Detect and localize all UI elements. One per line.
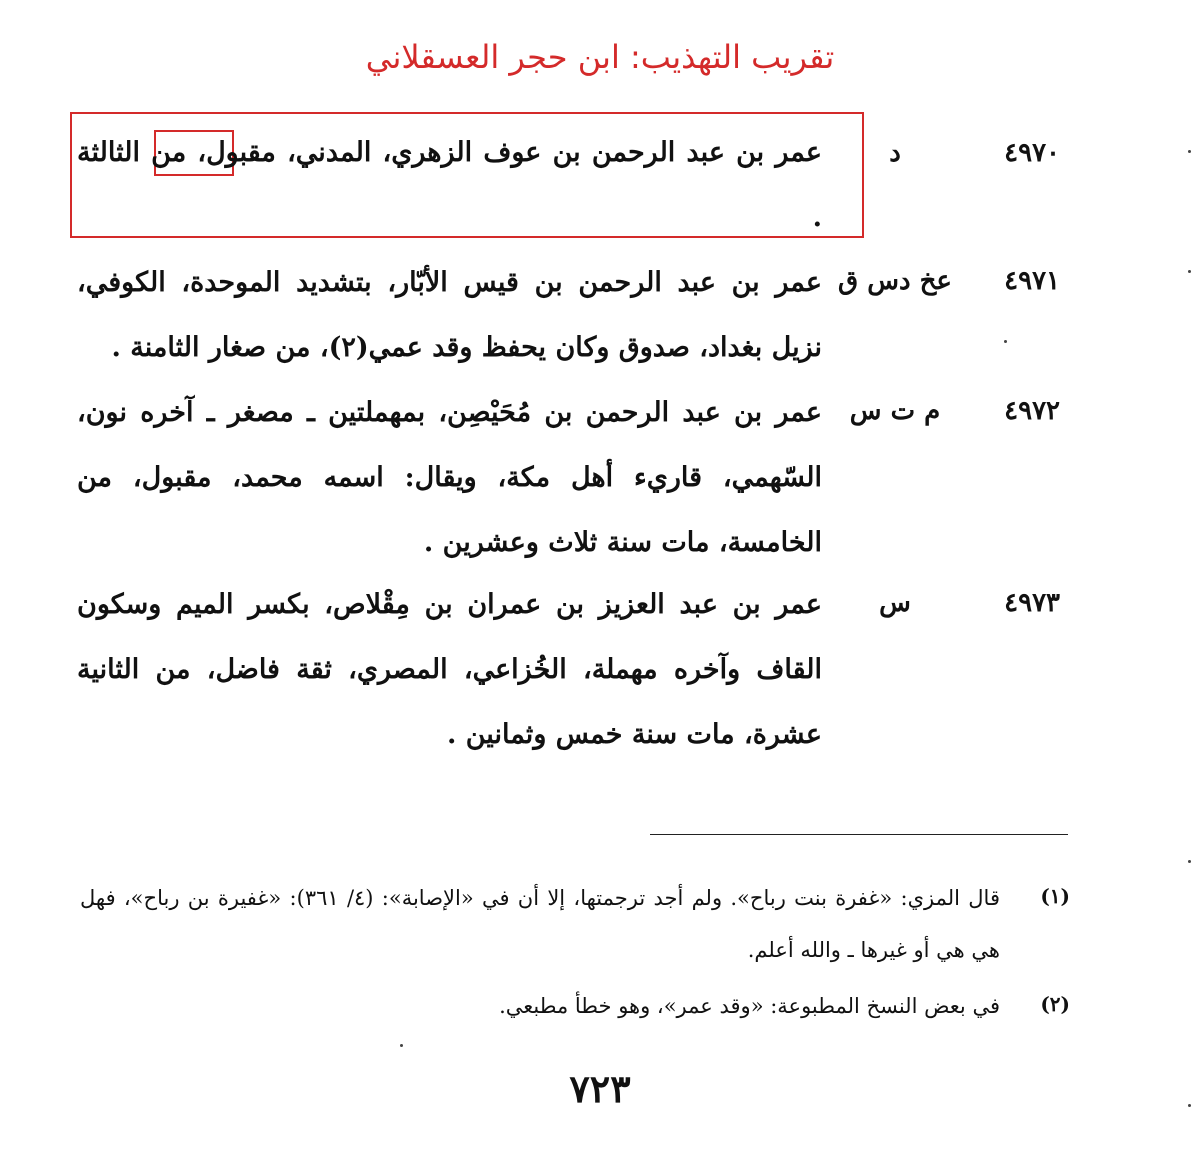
entry-number: ٤٩٧١ xyxy=(1004,266,1060,296)
entry-text: عمر بن عبد الرحمن بن قيس الأبّار، بتشديد الموحدة، الكوفي، نزيل بغداد، صدوق وكان يحفظ وقد عمي(٢)، من صغار الثامنة . xyxy=(77,267,822,363)
footnote-text: قال المزي: «غفرة بنت رباح». ولم أجد ترجمتها، إلا أن في «الإصابة»: (٤/ ٣٦١): «غفيرة بن رباح»، فهل هي هي أو غيرها ـ والله أعلم. xyxy=(80,886,1000,962)
margin-speck xyxy=(1004,340,1007,343)
margin-speck xyxy=(1188,860,1191,863)
margin-speck xyxy=(400,1044,403,1047)
entry-number: ٤٩٧٣ xyxy=(1004,588,1060,618)
page-header-title: تقريب التهذيب: ابن حجر العسقلاني xyxy=(365,38,835,76)
footnote-number: (٢) xyxy=(1040,992,1070,1016)
page-number: ٧٢٣ xyxy=(569,1066,631,1111)
entry-code: د xyxy=(889,138,901,168)
entry-code: س xyxy=(879,588,911,618)
entry-number: ٤٩٧٢ xyxy=(1004,396,1060,426)
entry-text: عمر بن عبد الرحمن بن عوف الزهري، المدني، مقبول، من الثالثة . xyxy=(77,137,822,233)
footnote-text: في بعض النسخ المطبوعة: «وقد عمر»، وهو خطأ مطبعي. xyxy=(499,994,1000,1018)
margin-speck xyxy=(1188,150,1191,153)
entry-code: م ت س xyxy=(849,396,941,426)
entry-number: ٤٩٧٠ xyxy=(1004,138,1060,168)
margin-speck xyxy=(1188,270,1191,273)
entry-text: عمر بن عبد العزيز بن عمران بن مِقْلاص، بكسر الميم وسكون القاف وآخره مهملة، الخُزاعي، المصري، ثقة فاضل، من الثانية عشرة، مات سنة خمس وثمانين . xyxy=(77,589,822,750)
margin-speck xyxy=(1188,1104,1191,1107)
entry-code: عخ دس ق xyxy=(838,266,952,296)
footnote-number: (١) xyxy=(1040,884,1070,908)
entry-text: عمر بن عبد الرحمن بن مُحَيْصِن، بمهملتين ـ مصغر ـ آخره نون، السّهمي، قاريء أهل مكة، ويقال: اسمه محمد، مقبول، من الخامسة، مات سنة ثلاث وعشرين . xyxy=(77,397,822,558)
footnote-divider xyxy=(650,834,1068,835)
